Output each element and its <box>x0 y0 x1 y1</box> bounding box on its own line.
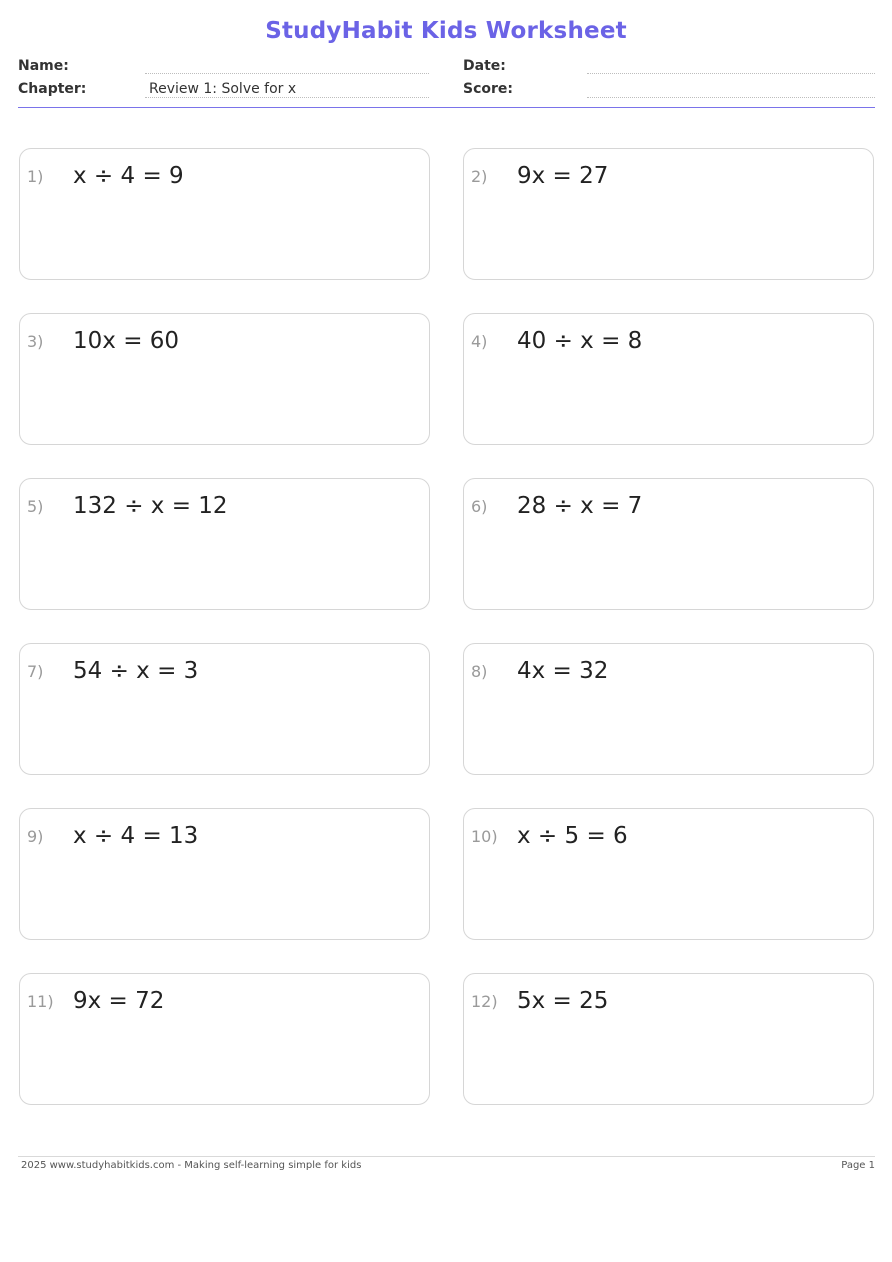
problem-card[interactable] <box>19 973 430 1105</box>
chapter-field-line <box>145 97 429 98</box>
problem-equation: 28 ÷ x = 7 <box>517 493 643 519</box>
problem-number: 5) <box>27 497 44 516</box>
problem-card[interactable] <box>463 478 874 610</box>
name-label: Name: <box>18 58 69 74</box>
problem-card[interactable] <box>463 808 874 940</box>
date-label: Date: <box>463 58 506 74</box>
problem-equation: 40 ÷ x = 8 <box>517 328 643 354</box>
problem-equation: 132 ÷ x = 12 <box>73 493 228 519</box>
problem-card[interactable] <box>463 148 874 280</box>
problem-number: 3) <box>27 332 44 351</box>
problem-card[interactable] <box>19 148 430 280</box>
problem-card[interactable] <box>19 808 430 940</box>
problem-number: 2) <box>471 167 488 186</box>
problem-equation: x ÷ 5 = 6 <box>517 823 628 849</box>
problem-number: 1) <box>27 167 44 186</box>
problem-number: 10) <box>471 827 498 846</box>
worksheet-title: StudyHabit Kids Worksheet <box>265 18 627 44</box>
problem-equation: 4x = 32 <box>517 658 609 684</box>
problem-equation: x ÷ 4 = 9 <box>73 163 184 189</box>
score-label: Score: <box>463 81 513 97</box>
chapter-value: Review 1: Solve for x <box>149 81 297 97</box>
problem-number: 9) <box>27 827 44 846</box>
problem-number: 11) <box>27 992 54 1011</box>
problem-number: 12) <box>471 992 498 1011</box>
problem-card[interactable] <box>19 643 430 775</box>
problem-number: 4) <box>471 332 488 351</box>
problem-card[interactable] <box>19 313 430 445</box>
problem-number: 8) <box>471 662 488 681</box>
footer-divider <box>18 1156 875 1157</box>
header-divider <box>18 107 875 108</box>
problem-card[interactable] <box>463 643 874 775</box>
problem-number: 6) <box>471 497 488 516</box>
problem-equation: x ÷ 4 = 13 <box>73 823 199 849</box>
score-field-line[interactable] <box>587 97 875 98</box>
date-field-line[interactable] <box>587 73 875 74</box>
problem-card[interactable] <box>463 313 874 445</box>
problem-equation: 9x = 72 <box>73 988 165 1014</box>
problem-equation: 5x = 25 <box>517 988 609 1014</box>
problem-number: 7) <box>27 662 44 681</box>
problem-card[interactable] <box>463 973 874 1105</box>
chapter-label: Chapter: <box>18 81 87 97</box>
footer-copyright: 2025 www.studyhabitkids.com - Making self-learning simple for kids <box>21 1160 362 1171</box>
problem-equation: 10x = 60 <box>73 328 180 354</box>
problem-equation: 54 ÷ x = 3 <box>73 658 199 684</box>
page-number: Page 1 <box>841 1160 875 1171</box>
name-field-line[interactable] <box>145 73 429 74</box>
problem-equation: 9x = 27 <box>517 163 609 189</box>
problem-card[interactable] <box>19 478 430 610</box>
